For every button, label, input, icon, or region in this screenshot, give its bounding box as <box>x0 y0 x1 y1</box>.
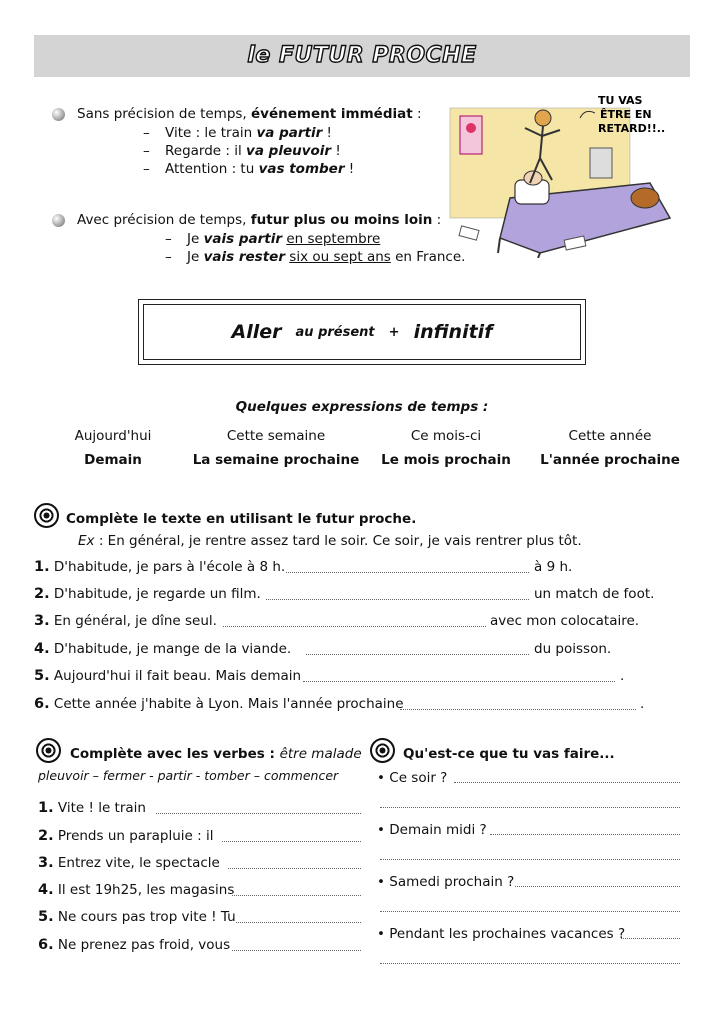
exercise2-instruction: Complète avec les verbes : être malade <box>70 746 362 762</box>
expression-cell: Ce mois-ci <box>410 428 482 444</box>
title-bar <box>34 35 690 77</box>
target-icon <box>34 503 59 528</box>
sphere-bullet-icon <box>52 108 65 121</box>
formula-verb: Aller <box>231 321 282 343</box>
answer-blank[interactable] <box>306 654 529 655</box>
expression-cell: Cette semaine <box>226 428 326 444</box>
exercise2-item: 4. Il est 19h25, les magasins <box>38 882 235 898</box>
exercise3-item: • Pendant les prochaines vacances ? <box>377 926 626 942</box>
expression-cell: L'année prochaine <box>540 452 680 468</box>
answer-blank[interactable] <box>380 911 680 912</box>
section1-example-1: – Vite : le train va partir ! <box>143 125 332 141</box>
exercise3-item: • Demain midi ? <box>377 822 487 838</box>
exercise1-item: 1. D'habitude, je pars à l'école à 8 h. <box>34 559 286 575</box>
section2-example-1: – Je vais partir en septembre <box>165 231 381 247</box>
exercise1-item: 2. D'habitude, je regarde un film. <box>34 586 261 602</box>
section1-intro-bold: événement immédiat <box>251 106 413 122</box>
expression-cell: Cette année <box>568 428 652 444</box>
answer-blank[interactable] <box>490 834 680 835</box>
answer-blank[interactable] <box>228 868 361 869</box>
exercise2-item: 2. Prends un parapluie : il <box>38 828 214 844</box>
expressions-title: Quelques expressions de temps : <box>235 399 489 415</box>
exercise1-item: 5. Aujourd'hui il fait beau. Mais demain <box>34 668 302 684</box>
speech-line-3: RETARD!!.. <box>598 122 666 135</box>
section1-example-2: – Regarde : il va pleuvoir ! <box>143 143 341 159</box>
target-icon <box>36 738 61 763</box>
section1-intro <box>77 106 422 122</box>
exercise1-item: 3. En général, je dîne seul. <box>34 613 217 629</box>
answer-blank[interactable] <box>515 886 680 887</box>
exercise1-item: 6. Cette année j'habite à Lyon. Mais l'année prochaine <box>34 696 404 712</box>
exercise3-item: • Samedi prochain ? <box>377 874 515 890</box>
exercise2-item: 1. Vite ! le train <box>38 800 146 816</box>
section1-example-3: – Attention : tu vas tomber ! <box>143 161 355 177</box>
section1-intro-plain: Sans précision de temps, <box>77 106 252 122</box>
exercise1-item-after: du poisson. <box>534 641 612 657</box>
exercise2-item: 5. Ne cours pas trop vite ! Tu <box>38 909 236 925</box>
exercise1-item-after: un match de foot. <box>534 586 655 602</box>
expression-cell: Demain <box>84 452 142 468</box>
answer-blank[interactable] <box>380 859 680 860</box>
answer-blank[interactable] <box>223 626 486 627</box>
exercise2-verbs: pleuvoir – fermer - partir - tomber – commencer <box>38 768 339 783</box>
section1-intro-end: : <box>412 106 422 122</box>
expression-cell: Aujourd'hui <box>74 428 152 444</box>
cartoon-illustration <box>440 88 690 258</box>
exercise2-item: 6. Ne prenez pas froid, vous <box>38 937 231 953</box>
answer-blank[interactable] <box>222 841 361 842</box>
exercise1-item-after: . <box>620 668 625 684</box>
exercise1-item-after: à 9 h. <box>534 559 573 575</box>
answer-blank[interactable] <box>380 963 680 964</box>
exercise1-example: Ex : En général, je rentre assez tard le soir. Ce soir, je vais rentrer plus tôt. <box>78 533 582 549</box>
speech-line-2: ÊTRE EN <box>600 108 652 121</box>
exercise1-instruction: Complète le texte en utilisant le futur proche. <box>66 511 417 527</box>
answer-blank[interactable] <box>303 681 615 682</box>
formula-tense: au présent <box>295 324 375 340</box>
answer-blank[interactable] <box>621 938 680 939</box>
formula-box <box>138 299 586 365</box>
exercise3-item: • Ce soir ? <box>377 770 448 786</box>
speech-line-1: TU VAS <box>598 94 643 107</box>
answer-blank[interactable] <box>266 599 529 600</box>
target-icon <box>370 738 395 763</box>
page-title: le FUTUR PROCHE <box>247 43 477 68</box>
exercise2-item: 3. Entrez vite, le spectacle <box>38 855 220 871</box>
answer-blank[interactable] <box>232 950 361 951</box>
answer-blank[interactable] <box>380 807 680 808</box>
expression-cell: Le mois prochain <box>381 452 511 468</box>
sphere-bullet-icon <box>52 214 65 227</box>
answer-blank[interactable] <box>400 709 636 710</box>
formula-plus: + <box>388 324 400 340</box>
answer-blank[interactable] <box>156 813 361 814</box>
answer-blank[interactable] <box>454 782 680 783</box>
answer-blank[interactable] <box>236 922 361 923</box>
formula-rest: infinitif <box>413 321 493 343</box>
answer-blank[interactable] <box>232 895 361 896</box>
section2-example-2: – Je vais rester six ou sept ans en France. <box>165 249 466 265</box>
section2-intro: Avec précision de temps, futur plus ou moins loin : <box>77 212 442 228</box>
exercise1-item-after: . <box>640 696 645 712</box>
exercise3-instruction: Qu'est-ce que tu vas faire... <box>403 746 615 762</box>
exercise1-item-after: avec mon colocataire. <box>490 613 640 629</box>
answer-blank[interactable] <box>286 572 529 573</box>
expression-cell: La semaine prochaine <box>192 452 360 468</box>
exercise1-item: 4. D'habitude, je mange de la viande. <box>34 641 292 657</box>
